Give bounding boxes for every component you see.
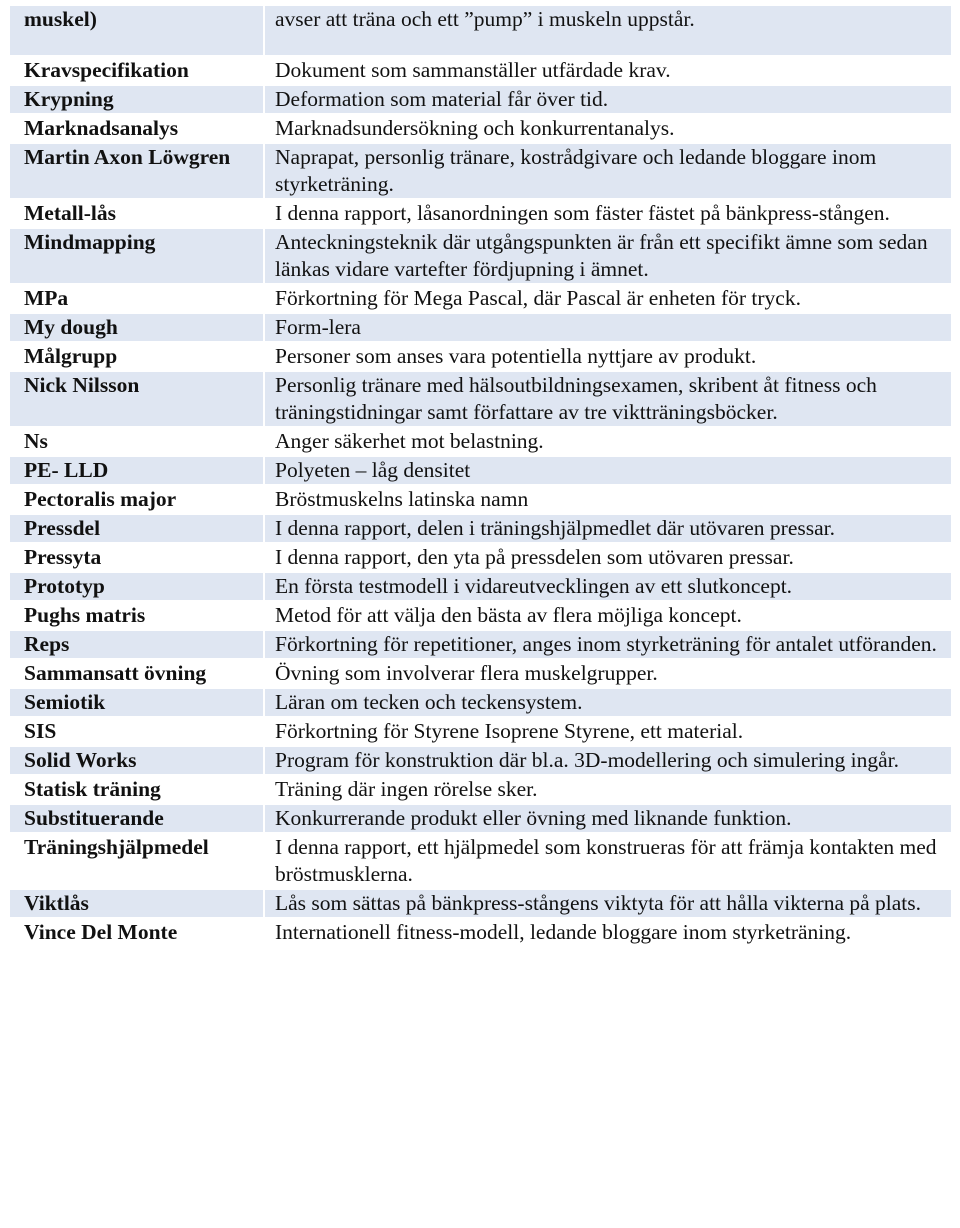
glossary-definition: Dokument som sammanställer utfärdade krav. [264,56,952,85]
glossary-term: Pughs matris [9,601,264,630]
glossary-row [9,688,952,717]
glossary-row [9,371,952,427]
glossary-definition: Läran om tecken och teckensystem. [264,688,952,717]
glossary-row [9,228,952,284]
glossary-row [9,342,952,371]
glossary-term: Vince Del Monte [9,918,264,947]
glossary-term: My dough [9,313,264,342]
glossary-definition: Övning som involverar flera muskelgrupper. [264,659,952,688]
glossary-row [9,56,952,85]
glossary-term: Prototyp [9,572,264,601]
glossary-term: Semiotik [9,688,264,717]
glossary-definition: Polyeten – låg densitet [264,456,952,485]
glossary-term: Ns [9,427,264,456]
glossary-term: muskel) [9,5,264,56]
glossary-row [9,313,952,342]
glossary-row [9,543,952,572]
glossary-definition: avser att träna och ett ”pump” i muskeln uppstår. [264,5,952,56]
glossary-term: Reps [9,630,264,659]
glossary-term: Marknadsanalys [9,114,264,143]
glossary-row [9,114,952,143]
glossary-row [9,775,952,804]
glossary-term: Träningshjälpmedel [9,833,264,889]
glossary-term: Mindmapping [9,228,264,284]
glossary-definition: I denna rapport, ett hjälpmedel som konstrueras för att främja kontakten med bröstmusklerna. [264,833,952,889]
glossary-row [9,5,952,56]
glossary-definition: Träning där ingen rörelse sker. [264,775,952,804]
glossary-definition: Metod för att välja den bästa av flera möjliga koncept. [264,601,952,630]
glossary-row [9,485,952,514]
glossary-term: PE- LLD [9,456,264,485]
glossary-row [9,746,952,775]
glossary-term: Substituerande [9,804,264,833]
glossary-definition: Konkurrerande produkt eller övning med liknande funktion. [264,804,952,833]
glossary-row [9,143,952,199]
glossary-term: Statisk träning [9,775,264,804]
glossary-row [9,889,952,918]
glossary-term: Viktlås [9,889,264,918]
glossary-row [9,601,952,630]
glossary-definition: I denna rapport, låsanordningen som fäster fästet på bänkpress-stången. [264,199,952,228]
glossary-definition: En första testmodell i vidareutvecklingen av ett slutkoncept. [264,572,952,601]
glossary-definition: Internationell fitness-modell, ledande bloggare inom styrketräning. [264,918,952,947]
glossary-term: Solid Works [9,746,264,775]
glossary-definition: Deformation som material får över tid. [264,85,952,114]
glossary-term: Krypning [9,85,264,114]
glossary-row [9,572,952,601]
glossary-term: Nick Nilsson [9,371,264,427]
glossary-definition: Anger säkerhet mot belastning. [264,427,952,456]
glossary-row [9,199,952,228]
glossary-definition: Lås som sättas på bänkpress-stångens viktyta för att hålla vikterna på plats. [264,889,952,918]
glossary-definition: Personlig tränare med hälsoutbildningsexamen, skribent åt fitness och träningstidningar samt författare av tre viktträningsböcker. [264,371,952,427]
glossary-row [9,804,952,833]
glossary-definition: Naprapat, personlig tränare, kostrådgivare och ledande bloggare inom styrketräning. [264,143,952,199]
glossary-row [9,514,952,543]
glossary-row [9,833,952,889]
glossary-term: Pressdel [9,514,264,543]
glossary-table [8,4,953,948]
glossary-definition: Förkortning för Mega Pascal, där Pascal är enheten för tryck. [264,284,952,313]
glossary-term: Martin Axon Löwgren [9,143,264,199]
glossary-definition: Program för konstruktion där bl.a. 3D-modellering och simulering ingår. [264,746,952,775]
glossary-row [9,284,952,313]
glossary-row [9,659,952,688]
glossary-term: Metall-lås [9,199,264,228]
glossary-row [9,456,952,485]
glossary-row [9,918,952,947]
glossary-body [9,5,952,947]
glossary-term: SIS [9,717,264,746]
glossary-row [9,630,952,659]
glossary-row [9,427,952,456]
glossary-definition: Förkortning för Styrene Isoprene Styrene, ett material. [264,717,952,746]
glossary-definition: Form-lera [264,313,952,342]
glossary-term: Kravspecifikation [9,56,264,85]
glossary-definition: Bröstmuskelns latinska namn [264,485,952,514]
glossary-term: MPa [9,284,264,313]
glossary-definition: Anteckningsteknik där utgångspunkten är från ett specifikt ämne som sedan länkas vidare vartefter fördjupning i ämnet. [264,228,952,284]
glossary-definition: Förkortning för repetitioner, anges inom styrketräning för antalet utföranden. [264,630,952,659]
glossary-term: Pressyta [9,543,264,572]
glossary-term: Pectoralis major [9,485,264,514]
glossary-row [9,85,952,114]
glossary-definition: I denna rapport, delen i träningshjälpmedlet där utövaren pressar. [264,514,952,543]
glossary-definition: I denna rapport, den yta på pressdelen som utövaren pressar. [264,543,952,572]
glossary-term: Målgrupp [9,342,264,371]
glossary-definition: Marknadsundersökning och konkurrentanalys. [264,114,952,143]
glossary-row [9,717,952,746]
glossary-definition: Personer som anses vara potentiella nyttjare av produkt. [264,342,952,371]
glossary-term: Sammansatt övning [9,659,264,688]
